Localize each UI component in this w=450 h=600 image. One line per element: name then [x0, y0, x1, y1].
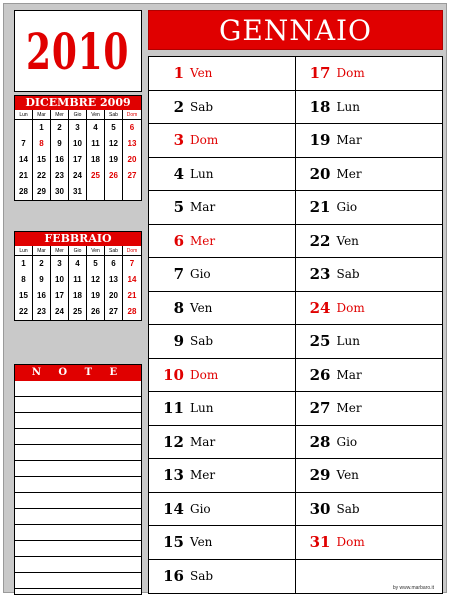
mini-day-cell: 9: [51, 136, 69, 152]
note-line[interactable]: [15, 493, 141, 509]
note-line[interactable]: [15, 573, 141, 589]
day-row: [149, 57, 296, 91]
note-line[interactable]: [15, 541, 141, 557]
mini-weekday-header: Dom: [123, 110, 141, 120]
day-row: [149, 392, 296, 426]
day-name: Ven: [336, 468, 359, 483]
day-name: Mer: [336, 166, 362, 181]
day-name: Mar: [336, 367, 362, 382]
mini-day-cell: 20: [105, 288, 123, 304]
day-name: Mar: [190, 434, 216, 449]
day-name: Mer: [190, 468, 216, 483]
mini-day-cell: 17: [51, 288, 69, 304]
month-header: [148, 10, 443, 50]
mini-day-cell: 5: [87, 256, 105, 272]
day-name: Lun: [190, 401, 214, 416]
mini-day-cell: 24: [69, 168, 87, 184]
year-box: [14, 10, 142, 92]
year-label: 2010: [26, 21, 130, 81]
day-number: 21: [309, 198, 331, 217]
day-row: [149, 124, 296, 158]
day-number: 4: [173, 164, 184, 183]
day-number: 31: [309, 533, 331, 552]
day-name: Dom: [336, 535, 365, 550]
day-name: Ven: [336, 233, 359, 248]
mini-weekday-header: Gio: [69, 110, 87, 120]
day-name: Dom: [190, 133, 219, 148]
day-number: 19: [309, 131, 331, 150]
mini-day-cell: 12: [105, 136, 123, 152]
mini-weekday-header: Mer: [51, 246, 69, 256]
day-row: [296, 258, 443, 292]
mini-day-cell: 15: [15, 288, 33, 304]
mini-weekday-header: Mar: [33, 110, 51, 120]
day-row: [296, 426, 443, 460]
day-number: 12: [163, 432, 184, 451]
day-name: Dom: [190, 367, 219, 382]
mini-day-cell: 16: [51, 152, 69, 168]
mini-day-cell: 23: [51, 168, 69, 184]
note-line[interactable]: [15, 381, 141, 397]
day-name: Lun: [190, 166, 214, 181]
day-number: 20: [309, 164, 331, 183]
mini-day-cell: 3: [69, 120, 87, 136]
day-row: [149, 493, 296, 527]
day-number: 30: [309, 499, 331, 518]
mini-day-cell: 6: [105, 256, 123, 272]
day-row: [149, 191, 296, 225]
day-row: [296, 359, 443, 393]
mini-day-cell: [123, 184, 141, 200]
day-number: 6: [173, 231, 184, 250]
day-number: 3: [173, 131, 184, 150]
day-row: [149, 225, 296, 259]
day-name: Gio: [190, 267, 211, 282]
mini-day-cell: 11: [87, 136, 105, 152]
day-number: 1: [173, 64, 184, 83]
day-number: 8: [173, 298, 184, 317]
mini-weekday-header: Ven: [87, 110, 105, 120]
mini-calendar-grid: [15, 110, 141, 200]
mini-day-cell: 6: [129, 123, 135, 132]
mini-calendar-title: FEBBRAIO: [15, 232, 141, 246]
mini-day-cell: 9: [33, 272, 51, 288]
mini-day-cell: 13: [127, 139, 137, 148]
mini-day-cell: 22: [33, 168, 51, 184]
day-row: [149, 258, 296, 292]
note-line[interactable]: [15, 477, 141, 493]
mini-day-cell: 30: [51, 184, 69, 200]
mini-calendar-february: [14, 231, 142, 321]
mini-weekday-header: Sab: [105, 110, 123, 120]
day-row: [296, 459, 443, 493]
day-name: Gio: [190, 501, 211, 516]
mini-day-cell: 2: [51, 120, 69, 136]
day-row: [149, 91, 296, 125]
day-name: Dom: [336, 66, 365, 81]
note-line[interactable]: [15, 557, 141, 573]
mini-day-cell: 16: [33, 288, 51, 304]
day-row: [149, 459, 296, 493]
day-name: Gio: [336, 200, 358, 215]
mini-day-cell: 8: [15, 272, 33, 288]
day-row: [149, 560, 296, 594]
day-number: 7: [173, 265, 184, 284]
day-name: Sab: [336, 267, 360, 282]
note-line[interactable]: [15, 509, 141, 525]
mini-day-cell: 3: [51, 256, 69, 272]
month-title: GENNAIO: [218, 13, 373, 47]
day-name: Lun: [336, 99, 360, 114]
mini-day-cell: 25: [87, 168, 105, 184]
day-name: Gio: [336, 434, 358, 449]
calendar-page: [3, 3, 447, 593]
mini-day-cell: 23: [33, 304, 51, 320]
mini-day-cell: 14: [127, 275, 137, 284]
day-name: Sab: [190, 334, 214, 349]
mini-day-cell: 31: [69, 184, 87, 200]
note-line[interactable]: [15, 397, 141, 413]
mini-day-cell: [87, 184, 105, 200]
day-row: [296, 493, 443, 527]
day-name: Sab: [190, 99, 214, 114]
mini-day-cell: 8: [33, 136, 51, 152]
mini-weekday-header: Sab: [105, 246, 123, 256]
day-number: 17: [309, 64, 331, 83]
mini-day-cell: 27: [105, 304, 123, 320]
mini-day-cell: 14: [15, 152, 33, 168]
day-row: [296, 225, 443, 259]
day-name: Sab: [190, 569, 214, 584]
day-row: [149, 158, 296, 192]
mini-day-cell: 24: [51, 304, 69, 320]
day-name: Ven: [190, 66, 213, 81]
note-line[interactable]: [15, 445, 141, 461]
day-name: Dom: [336, 300, 365, 315]
day-name: Sab: [336, 501, 360, 516]
day-number: 2: [173, 97, 184, 116]
mini-weekday-header: Mar: [33, 246, 51, 256]
day-number: 16: [163, 567, 184, 586]
day-row: [149, 292, 296, 326]
day-number: 9: [173, 332, 184, 351]
mini-calendar-grid: [15, 246, 141, 320]
day-row: [296, 392, 443, 426]
notes-lines: [15, 381, 141, 589]
mini-day-cell: 1: [15, 256, 33, 272]
day-number: 23: [309, 265, 331, 284]
day-number: 24: [309, 298, 331, 317]
mini-day-cell: 18: [87, 152, 105, 168]
mini-day-cell: 25: [69, 304, 87, 320]
day-row: [149, 359, 296, 393]
mini-day-cell: 20: [127, 155, 137, 164]
note-line[interactable]: [15, 429, 141, 445]
mini-day-cell: 13: [105, 272, 123, 288]
mini-day-cell: 26: [87, 304, 105, 320]
mini-day-cell: 29: [33, 184, 51, 200]
day-number: 13: [163, 466, 184, 485]
mini-day-cell: 1: [33, 120, 51, 136]
day-row: [296, 57, 443, 91]
day-number: 5: [173, 198, 184, 217]
mini-day-cell: 19: [87, 288, 105, 304]
mini-day-cell: 21: [15, 168, 33, 184]
note-line[interactable]: [15, 461, 141, 477]
day-row: [149, 526, 296, 560]
mini-day-cell: 19: [105, 152, 123, 168]
day-row: [149, 426, 296, 460]
day-row: [296, 325, 443, 359]
day-number: 29: [309, 466, 331, 485]
mini-day-cell: 27: [127, 171, 137, 180]
day-name: Ven: [190, 300, 213, 315]
day-row: [296, 124, 443, 158]
mini-day-cell: 17: [69, 152, 87, 168]
credit-text: by www.marbaro.it: [392, 585, 434, 591]
mini-calendar-december: [14, 95, 142, 201]
day-number: 25: [309, 332, 331, 351]
day-name: Lun: [336, 334, 360, 349]
day-name: Mer: [190, 233, 216, 248]
day-row: [149, 325, 296, 359]
mini-weekday-header: Ven: [87, 246, 105, 256]
mini-weekday-header: Lun: [15, 110, 33, 120]
mini-day-cell: 28: [15, 184, 33, 200]
day-number: 18: [309, 97, 331, 116]
mini-day-cell: 10: [69, 136, 87, 152]
mini-day-cell: 28: [127, 307, 137, 316]
mini-day-cell: 10: [51, 272, 69, 288]
day-number: 26: [309, 365, 331, 384]
day-name: Mar: [336, 133, 362, 148]
mini-day-cell: 7: [129, 259, 135, 268]
day-number: 11: [163, 399, 184, 418]
mini-day-cell: 4: [87, 120, 105, 136]
mini-weekday-header: Mer: [51, 110, 69, 120]
mini-weekday-header: Lun: [15, 246, 33, 256]
mini-day-cell: 5: [105, 120, 123, 136]
mini-day-cell: 7: [15, 136, 33, 152]
day-number: 15: [163, 533, 184, 552]
mini-day-cell: 2: [33, 256, 51, 272]
day-number: 14: [163, 499, 184, 518]
mini-day-cell: 4: [69, 256, 87, 272]
mini-day-cell: 22: [15, 304, 33, 320]
day-row: [296, 158, 443, 192]
mini-day-cell: 11: [69, 272, 87, 288]
mini-day-cell: 18: [69, 288, 87, 304]
day-list: [148, 56, 443, 594]
notes-box: [14, 364, 142, 595]
day-row: [296, 526, 443, 560]
note-line[interactable]: [15, 413, 141, 429]
mini-day-cell: 15: [33, 152, 51, 168]
mini-calendar-title: DICEMBRE 2009: [15, 96, 141, 110]
mini-weekday-header: Gio: [69, 246, 87, 256]
mini-day-cell: [15, 120, 33, 136]
day-number: 22: [309, 231, 331, 250]
mini-weekday-header: Dom: [123, 246, 141, 256]
day-number: 10: [163, 365, 184, 384]
notes-title: N O T E: [15, 365, 141, 381]
mini-day-cell: 21: [127, 291, 137, 300]
day-row: [296, 191, 443, 225]
day-name: Mar: [190, 200, 216, 215]
day-row: [296, 91, 443, 125]
mini-day-cell: 12: [87, 272, 105, 288]
mini-day-cell: [105, 184, 123, 200]
day-number: 27: [309, 399, 331, 418]
day-name: Mer: [336, 401, 362, 416]
day-row: [296, 292, 443, 326]
mini-day-cell: 26: [105, 168, 123, 184]
day-name: Ven: [190, 535, 213, 550]
note-line[interactable]: [15, 525, 141, 541]
day-number: 28: [309, 432, 331, 451]
